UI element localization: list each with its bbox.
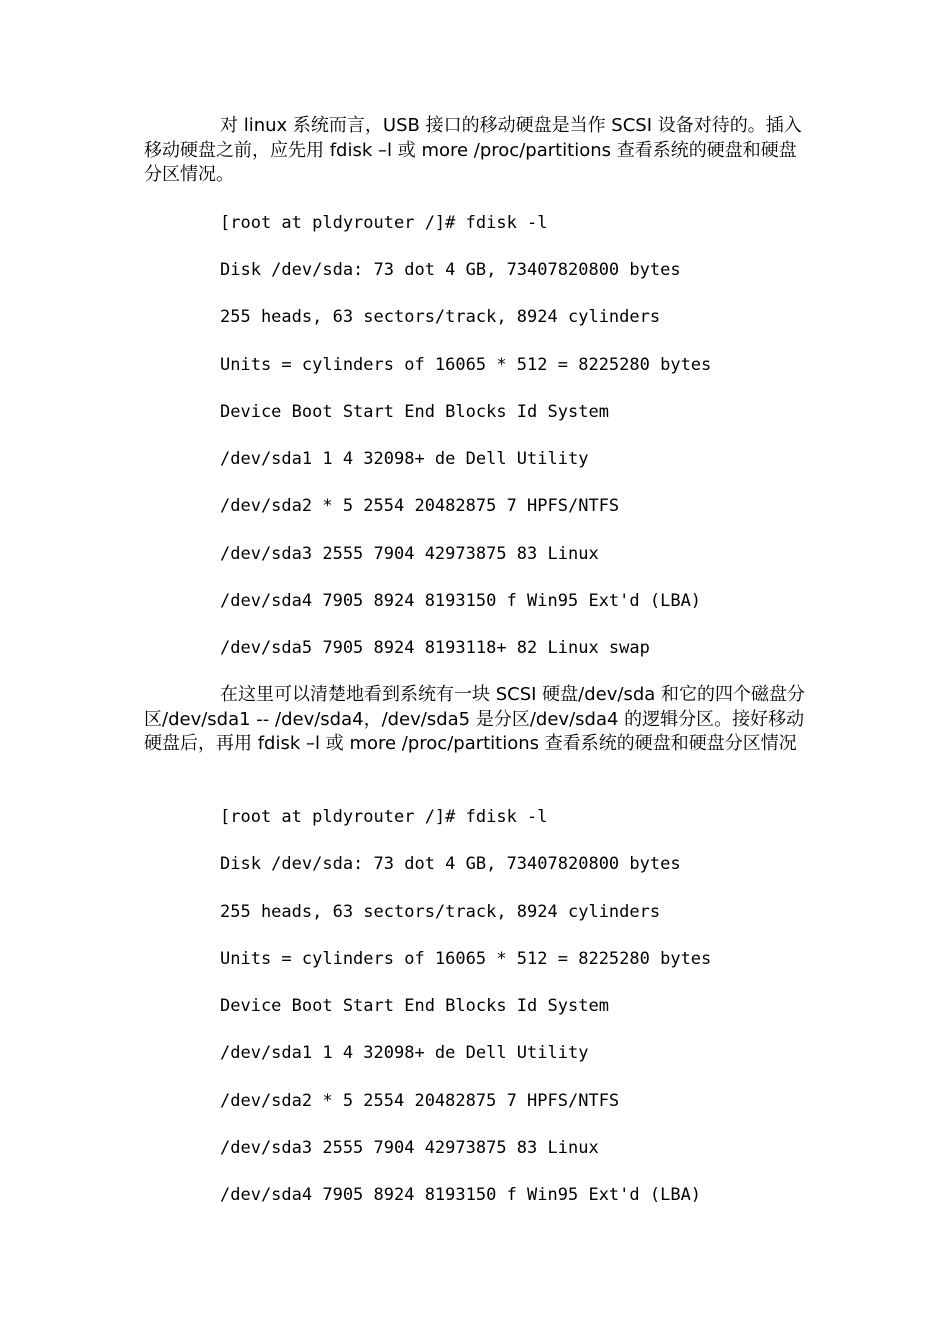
code-line: Disk /dev/sda: 73 dot 4 GB, 73407820800 bytes: [220, 260, 681, 280]
code-line: 255 heads, 63 sectors/track, 8924 cylinders: [220, 902, 661, 922]
code-line: [root at pldyrouter /]# fdisk -l: [220, 213, 548, 233]
code-line: /dev/sda3 2555 7904 42973875 83 Linux: [220, 1138, 599, 1158]
code-line: /dev/sda1 1 4 32098+ de Dell Utility: [220, 449, 589, 469]
code-line: Units = cylinders of 16065 * 512 = 8225280 bytes: [220, 949, 712, 969]
code-line: /dev/sda4 7905 8924 8193150 f Win95 Ext'd (LBA): [220, 591, 702, 611]
code-line: /dev/sda5 7905 8924 8193118+ 82 Linux swap: [220, 638, 650, 658]
code-line: /dev/sda4 7905 8924 8193150 f Win95 Ext'd (LBA): [220, 1185, 702, 1205]
code-line: Units = cylinders of 16065 * 512 = 8225280 bytes: [220, 355, 712, 375]
code-line: Device Boot Start End Blocks Id System: [220, 996, 609, 1016]
code-line: [root at pldyrouter /]# fdisk -l: [220, 807, 548, 827]
intro-paragraph: 对 linux 系统而言，USB 接口的移动硬盘是当作 SCSI 设备对待的。插入移动硬盘之前，应先用 fdisk –l 或 more /proc/partitions 查看系统的硬盘和硬盘分区情况。: [144, 115, 802, 185]
code-line: 255 heads, 63 sectors/track, 8924 cylinders: [220, 307, 661, 327]
code-line: /dev/sda2 * 5 2554 20482875 7 HPFS/NTFS: [220, 496, 620, 516]
explanation-paragraph: 在这里可以清楚地看到系统有一块 SCSI 硬盘/dev/sda 和它的四个磁盘分区/dev/sda1 -- /dev/sda4，/dev/sda5 是分区/dev/sda4 的逻辑分区。接好移动硬盘后，再用 fdisk –l 或 more /proc/partitions 查看系统的硬盘和硬盘分区情况: [144, 684, 806, 754]
code-line: /dev/sda1 1 4 32098+ de Dell Utility: [220, 1043, 589, 1063]
code-line: /dev/sda2 * 5 2554 20482875 7 HPFS/NTFS: [220, 1091, 620, 1111]
code-line: Device Boot Start End Blocks Id System: [220, 402, 609, 422]
code-line: /dev/sda3 2555 7904 42973875 83 Linux: [220, 544, 599, 564]
code-line: Disk /dev/sda: 73 dot 4 GB, 73407820800 bytes: [220, 854, 681, 874]
